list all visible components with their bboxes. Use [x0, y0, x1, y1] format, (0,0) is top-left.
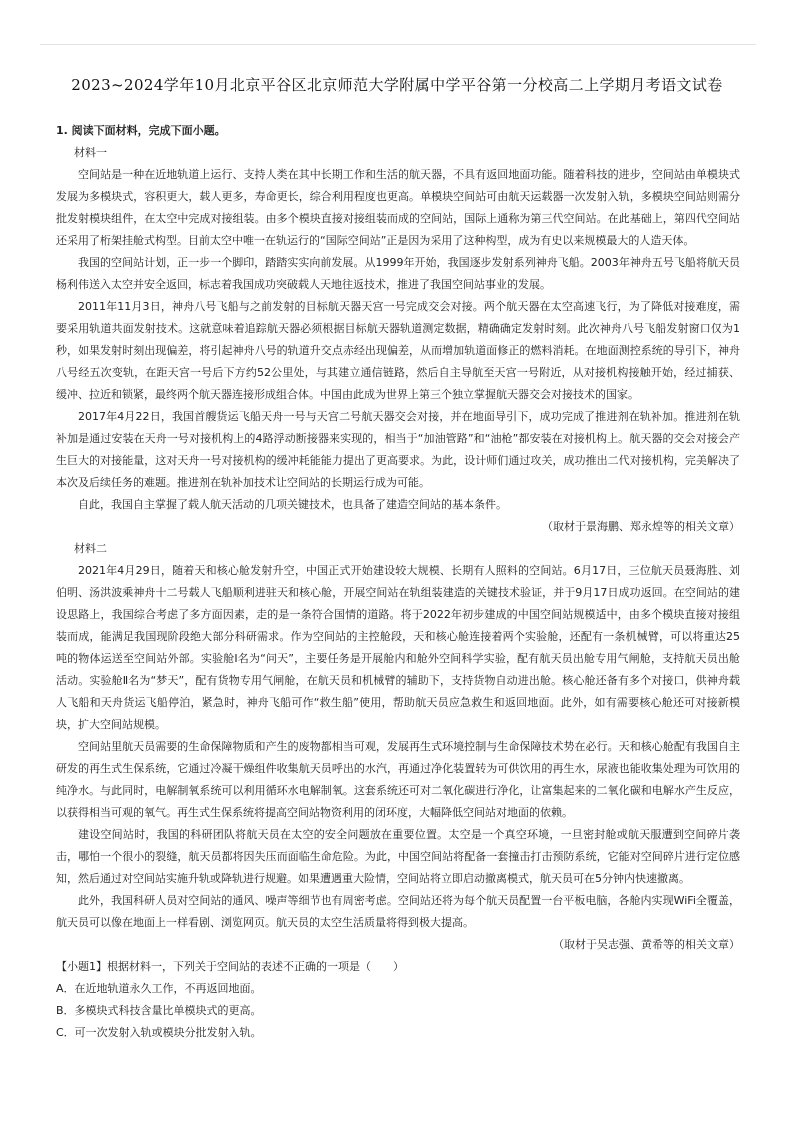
answer-option-a: A．在近地轨道永久工作，不再返回地面。: [56, 982, 262, 995]
material-1-paragraph: 空间站是一种在近地轨道上运行、支持人类在其中长期工作和生活的航天器，不具有返回地面功能。随着科技的进步，空间站由单模块式发展为多模块式，容积更大，载人更多，寿命更长，综合利用程度也更高。单模块空间站可由航天运载器一次发射入轨，多模块空间站则需分批发射模块组件，在太空中完成对接组装。由多个模块直接对接组装而成的空间站，国际上通称为第三代空间站。在此基础上，第四代空间站还采用了桁架挂舱式构型。目前太空中唯一在轨运行的“国际空间站”正是因为采用了这种构型，成为有史以来规模最大的人造天体。: [56, 168, 740, 247]
material-1-label: 材料一: [74, 146, 107, 159]
material-1-paragraph: 2017年4月22日，我国首艘货运飞船天舟一号与天宫二号航天器交会对接，并在地面导引下，成功完成了推进剂在轨补加。推进剂在轨补加是通过安装在天舟一号对接机构上的4路浮动断接器来实现的，相当于“加油管路”和“油枪”都安装在对接机构上。航天器的交会对接会产生巨大的对接能量，这对天舟一号对接机构的缓冲耗能能力提出了更高要求。为此，设计师们通过攻关，成功推出二代对接机构，完美解决了本次及后续任务的难题。推进剂在轨补加技术让空间站的长期运行成为可能。: [56, 410, 740, 489]
material-2-source: （取材于吴志强、黄希等的相关文章）: [553, 938, 740, 951]
material-2-paragraph: 建设空间站时，我国的科研团队将航天员在太空的安全问题放在重要位置。太空是一个真空环境，一旦密封舱或航天服遭到空间碎片袭击，哪怕一个很小的裂缝，航天员都将因失压而面临生命危险。为此，中国空间站将配备一套撞击打击预防系统，它能对空间碎片进行定位感知，然后通过对空间站实施升轨或降轨进行规避。如果遭遇重大险情，空间站将立即启动撤离模式，航天员可在5分钟内快速撤离。: [56, 828, 740, 885]
answer-option-c: C．可一次发射入轨或模块分批发射入轨。: [56, 1026, 262, 1039]
material-2-paragraph: 2021年4月29日，随着天和核心舱发射升空，中国正式开始建设较大规模、长期有人照料的空间站。6月17日，三位航天员聂海胜、刘伯明、汤洪波乘神舟十二号载人飞船顺利进驻天和核心舱，开展空间站在轨组装建造的关键技术验证，并于9月17日成功返回。在空间站的建设思路上，我国综合考虑了多方面因素，走的是一条符合国情的道路。将于2022年初步建成的中国空间站规模适中，由多个模块直接对接组装而成，能满足我国现阶段绝大部分科研需求。作为空间站的主控舱段，天和核心舱连接着两个实验舱，还配有一条机械臂，可以将重达25吨的物体运送至空间站外部。实验舱Ⅰ名为“问天”，主要任务是开展舱内和舱外空间科学实验，配有航天员出舱专用气闸舱，支持航天员出舱活动。实验舱Ⅱ名为“梦天”，配有货物专用气闸舱，在航天员和机械臂的辅助下，支持货物自动进出舱。核心舱还备有多个对接口，供神舟载人飞船和天舟货运飞船停泊，紧急时，神舟飞船可作“救生船”使用，帮助航天员应急救生和返回地面。此外，如有需要核心舱还可对接新模块，扩大空间站规模。: [56, 564, 740, 731]
sub-question-prompt: 【小题1】根据材料一，下列关于空间站的表述不正确的一项是（ ）: [56, 960, 404, 973]
material-1-paragraph: 我国的空间站计划，正一步一个脚印，踏踏实实向前发展。从1999年开始，我国逐步发射系列神舟飞船。2003年神舟五号飞船将航天员杨利伟送入太空并安全返回，标志着我国成功突破载人天地往返技术，推进了我国空间站事业的发展。: [56, 256, 740, 291]
material-2-label: 材料二: [74, 542, 107, 555]
material-2-paragraph: 此外，我国科研人员对空间站的通风、噪声等细节也有周密考虑。空间站还将为每个航天员配置一台平板电脑，各舱内实现WiFi全覆盖，航天员可以像在地面上一样看剧、浏览网页。航天员的太空生活质量将得到极大提高。: [56, 894, 740, 929]
question-heading: 1. 阅读下面材料，完成下面小题。: [56, 124, 226, 137]
top-divider: [40, 44, 756, 45]
material-1-paragraph: 自此，我国自主掌握了载人航天活动的几项关键技术，也具备了建造空间站的基本条件。: [78, 498, 507, 511]
document-body: [56, 120, 740, 1044]
material-1-paragraph: 2011年11月3日，神舟八号飞船与之前发射的目标航天器天宫一号完成交会对接。两个航天器在太空高速飞行，为了降低对接难度，需要采用轨道共面发射技术。这就意味着追踪航天器必须根据目标航天器轨道测定数据，精确确定发射时刻。此次神舟八号飞船发射窗口仅为1秒，如果发射时刻出现偏差，将引起神舟八号的轨道升交点赤经出现偏差，从而增加轨道面修正的燃料消耗。在地面测控系统的导引下，神舟八号经五次变轨，在距天宫一号后下方约52公里处，与其建立通信链路，然后自主导航至天宫一号附近，从对接机构接触开始，经过捕获、缓冲、拉近和锁紧，最终两个航天器连接形成组合体。中国由此成为世界上第三个独立掌握航天器交会对接技术的国家。: [56, 300, 740, 401]
material-1-source: （取材于景海鹏、郑永煌等的相关文章）: [542, 520, 740, 533]
answer-option-b: B．多模块式科技含量比单模块式的更高。: [56, 1004, 262, 1017]
material-2-paragraph: 空间站里航天员需要的生命保障物质和产生的废物都相当可观，发展再生式环境控制与生命保障技术势在必行。天和核心舱配有我国自主研发的再生式生保系统，它通过冷凝干燥组件收集航天员呼出的水汽，再通过净化装置转为可供饮用的再生水，尿液也能收集处理为可饮用的纯净水。与此同时，电解制氧系统可以利用循环水电解制氧。这套系统还可对二氧化碳进行净化，让富集起来的二氧化碳和电解水产生反应，以获得相当可观的氧气。再生式生保系统将提高空间站物资利用的闭环度，大幅降低空间站对地面的依赖。: [56, 740, 740, 819]
document-title: 2023~2024学年10月北京平谷区北京师范大学附属中学平谷第一分校高二上学期月考语文试卷: [71, 76, 723, 94]
